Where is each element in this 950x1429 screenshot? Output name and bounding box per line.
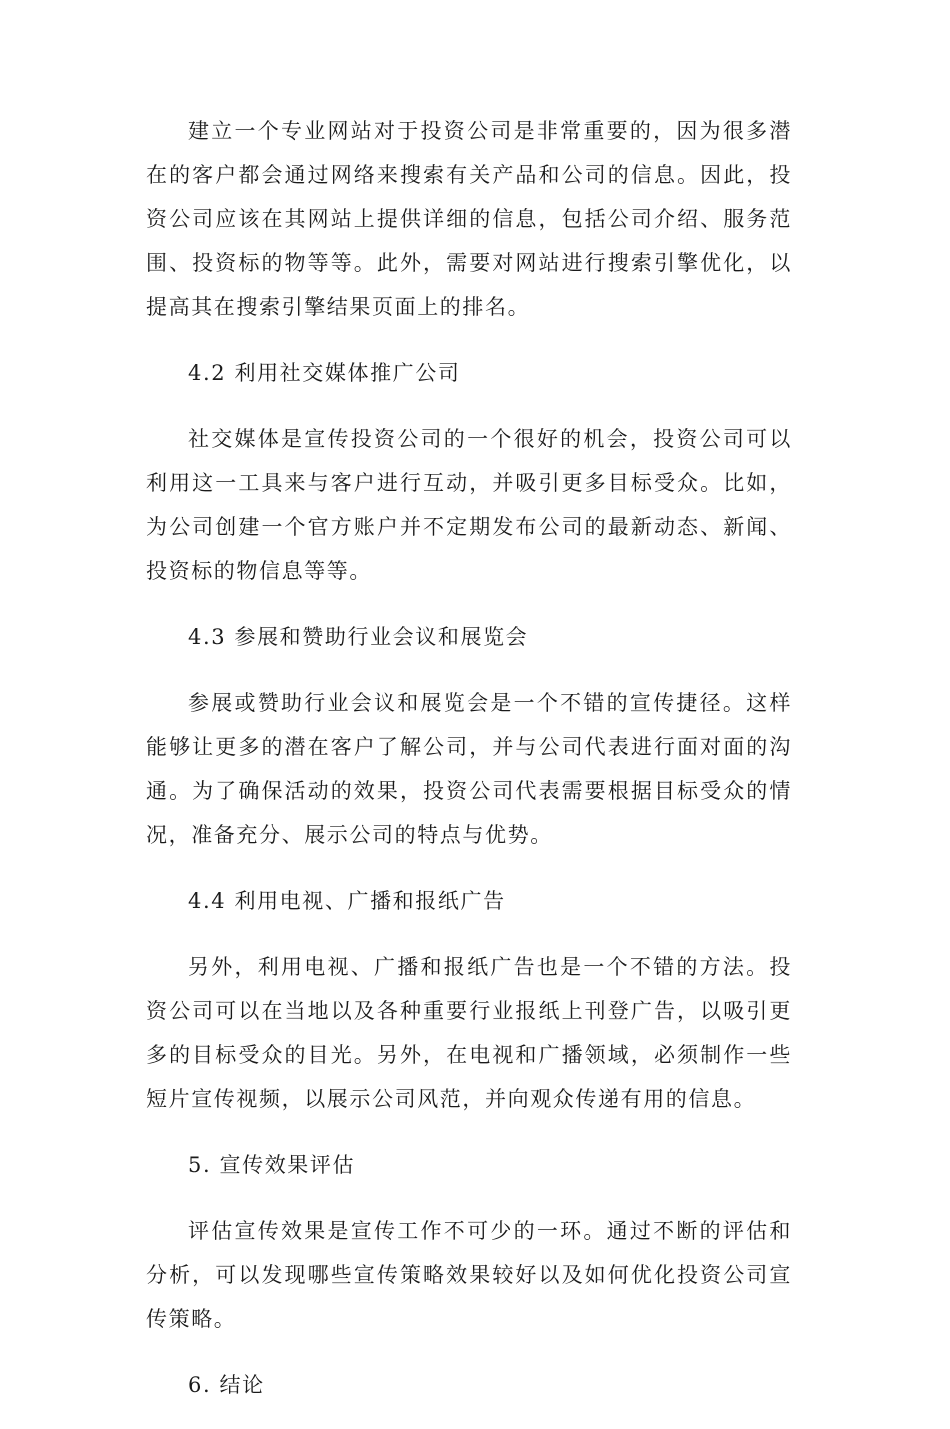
paragraph-social-media: 社交媒体是宣传投资公司的一个很好的机会，投资公司可以利用这一工具来与客户进行互动，并吸引更多目标受众。比如，为公司创建一个官方账户并不定期发布公司的最新动态、新闻、投资标的物信息等等。 bbox=[146, 427, 792, 583]
paragraph-exhibitions: 参展或赞助行业会议和展览会是一个不错的宣传捷径。这样能够让更多的潜在客户了解公司，并与公司代表进行面对面的沟通。为了确保活动的效果，投资公司代表需要根据目标受众的情况，准备充分、展示公司的特点与优势。 bbox=[146, 691, 792, 847]
heading-4-4: 4.4 利用电视、广播和报纸广告 bbox=[188, 889, 506, 913]
heading-4-2: 4.2 利用社交媒体推广公司 bbox=[188, 361, 461, 385]
heading-5: 5. 宣传效果评估 bbox=[188, 1153, 356, 1177]
paragraph-website: 建立一个专业网站对于投资公司是非常重要的，因为很多潜在的客户都会通过网络来搜索有关产品和公司的信息。因此，投资公司应该在其网站上提供详细的信息，包括公司介绍、服务范围、投资标的物等等。此外，需要对网站进行搜索引擎优化，以提高其在搜索引擎结果页面上的排名。 bbox=[146, 119, 792, 319]
paragraph-evaluation: 评估宣传效果是宣传工作不可少的一环。通过不断的评估和分析，可以发现哪些宣传策略效果较好以及如何优化投资公司宣传策略。 bbox=[146, 1219, 792, 1331]
heading-4-3: 4.3 参展和赞助行业会议和展览会 bbox=[188, 625, 529, 649]
heading-6: 6. 结论 bbox=[188, 1373, 265, 1397]
paragraph-advertising: 另外，利用电视、广播和报纸广告也是一个不错的方法。投资公司可以在当地以及各种重要行业报纸上刊登广告，以吸引更多的目标受众的目光。另外，在电视和广播领域，必须制作一些短片宣传视频，以展示公司风范，并向观众传递有用的信息。 bbox=[146, 955, 792, 1111]
document-page bbox=[146, 109, 792, 1429]
